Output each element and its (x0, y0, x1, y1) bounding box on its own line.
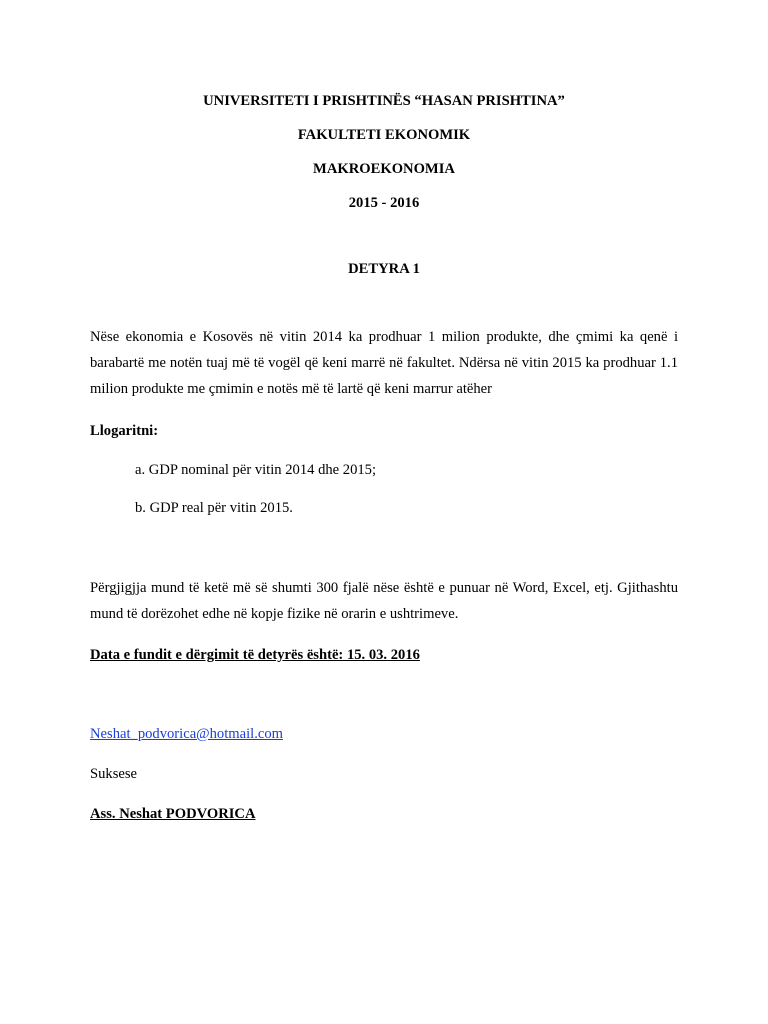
task-item-a: a. GDP nominal për vitin 2014 dhe 2015; (135, 462, 377, 478)
email-line (90, 726, 678, 743)
calculate-heading: Llogaritni: (90, 423, 159, 439)
course-title: MAKROEKONOMIA (313, 161, 455, 177)
problem-paragraph: Nëse ekonomia e Kosovës në vitin 2014 ka prodhuar 1 milion produkte, dhe çmimi ka qenë i barabartë me notën tuaj më të vogël që keni marrë në fakultet. Ndërsa në vitin 2015 ka prodhuar 1.1 milion produkte me çmimin e notës më të lartë që keni marrur atëher (90, 329, 678, 397)
deadline-line (90, 647, 678, 664)
signature-text: Ass. Neshat PODVORICA (90, 806, 256, 822)
university-title: UNIVERSITETI I PRISHTINËS “HASAN PRISHTINA” (203, 93, 565, 109)
answer-note-paragraph: Përgjigjja mund të ketë më së shumti 300 fjalë nëse është e punuar në Word, Excel, etj. Gjithashtu mund të dorëzohet edhe në kopje fizike në orarin e ushtrimeve. (90, 580, 678, 622)
closing-text: Suksese (90, 766, 138, 782)
faculty-title: FAKULTETI EKONOMIK (297, 127, 471, 143)
email-link[interactable]: Neshat_podvorica@hotmail.com (90, 726, 283, 742)
assignment-title: DETYRA 1 (348, 261, 420, 277)
signature-line (90, 806, 678, 823)
academic-year: 2015 - 2016 (348, 195, 420, 211)
deadline-text: Data e fundit e dërgimit të detyrës është: 15. 03. 2016 (90, 647, 420, 663)
task-item-b: b. GDP real për vitin 2015. (135, 500, 293, 516)
